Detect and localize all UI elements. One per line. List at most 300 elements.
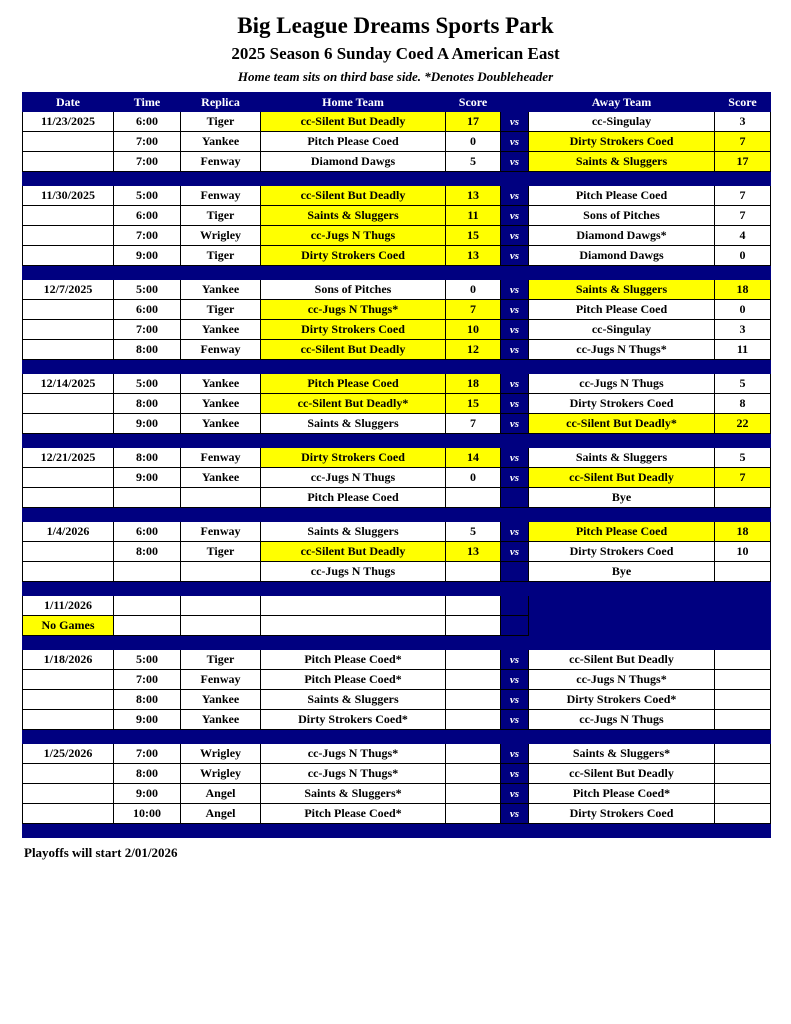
game-row	[23, 246, 771, 266]
date-cell	[23, 152, 114, 172]
home-team-cell: Sons of Pitches	[261, 280, 446, 300]
home-score-cell: 15	[446, 226, 501, 246]
replica-cell: Yankee	[181, 320, 261, 340]
away-score-cell: 5	[715, 448, 771, 468]
time-cell: 6:00	[114, 206, 181, 226]
spacer-cell	[23, 824, 771, 838]
home-score-cell	[446, 596, 501, 616]
game-row	[23, 690, 771, 710]
away-score-cell: 3	[715, 112, 771, 132]
date-cell	[23, 488, 114, 508]
home-score-cell	[446, 804, 501, 824]
date-cell	[23, 320, 114, 340]
away-score-cell: 11	[715, 340, 771, 360]
away-team-cell: Pitch Please Coed	[529, 522, 715, 542]
replica-cell: Angel	[181, 804, 261, 824]
away-team-cell: Bye	[529, 562, 715, 582]
home-team-cell: Dirty Strokers Coed	[261, 246, 446, 266]
date-cell	[23, 710, 114, 730]
away-team-cell: Sons of Pitches	[529, 206, 715, 226]
col-header-home-team-3: Home Team	[261, 93, 446, 112]
replica-cell: Wrigley	[181, 744, 261, 764]
home-score-cell: 0	[446, 468, 501, 488]
away-team-cell: cc-Jugs N Thugs	[529, 710, 715, 730]
home-team-cell: cc-Jugs N Thugs	[261, 226, 446, 246]
away-team-cell: cc-Singulay	[529, 112, 715, 132]
game-row	[23, 374, 771, 394]
game-row	[23, 414, 771, 434]
home-team-cell: Dirty Strokers Coed	[261, 320, 446, 340]
game-row	[23, 152, 771, 172]
date-cell	[23, 542, 114, 562]
spacer-cell	[23, 636, 771, 650]
away-team-cell: Dirty Strokers Coed	[529, 542, 715, 562]
game-row	[23, 784, 771, 804]
away-team-cell	[529, 616, 715, 636]
spacer-cell	[23, 582, 771, 596]
away-team-cell: cc-Silent But Deadly	[529, 764, 715, 784]
vs-cell: vs	[501, 804, 529, 824]
away-team-cell: Pitch Please Coed*	[529, 784, 715, 804]
away-score-cell	[715, 804, 771, 824]
away-team-cell: Bye	[529, 488, 715, 508]
game-row	[23, 650, 771, 670]
date-cell	[23, 468, 114, 488]
time-cell: 10:00	[114, 804, 181, 824]
away-team-cell	[529, 596, 715, 616]
away-score-cell	[715, 562, 771, 582]
date-cell: 12/21/2025	[23, 448, 114, 468]
table-header	[23, 93, 771, 112]
away-score-cell	[715, 710, 771, 730]
date-cell	[23, 226, 114, 246]
away-score-cell: 18	[715, 522, 771, 542]
away-score-cell: 10	[715, 542, 771, 562]
away-team-cell: cc-Silent But Deadly*	[529, 414, 715, 434]
replica-cell: Yankee	[181, 132, 261, 152]
replica-cell	[181, 562, 261, 582]
time-cell	[114, 616, 181, 636]
spacer-row	[23, 730, 771, 744]
away-team-cell: cc-Silent But Deadly	[529, 650, 715, 670]
replica-cell: Tiger	[181, 206, 261, 226]
away-score-cell	[715, 488, 771, 508]
away-score-cell	[715, 690, 771, 710]
home-team-cell: Pitch Please Coed*	[261, 650, 446, 670]
away-score-cell	[715, 784, 771, 804]
home-score-cell	[446, 764, 501, 784]
home-team-cell: cc-Silent But Deadly	[261, 340, 446, 360]
away-team-cell: cc-Singulay	[529, 320, 715, 340]
time-cell: 8:00	[114, 542, 181, 562]
game-row	[23, 340, 771, 360]
away-score-cell: 3	[715, 320, 771, 340]
date-cell	[23, 562, 114, 582]
game-row	[23, 764, 771, 784]
vs-cell: vs	[501, 112, 529, 132]
replica-cell: Fenway	[181, 448, 261, 468]
away-team-cell: cc-Jugs N Thugs*	[529, 340, 715, 360]
home-score-cell: 7	[446, 300, 501, 320]
away-team-cell: Pitch Please Coed	[529, 300, 715, 320]
replica-cell: Yankee	[181, 280, 261, 300]
away-score-cell	[715, 670, 771, 690]
game-row	[23, 112, 771, 132]
replica-cell: Yankee	[181, 690, 261, 710]
date-cell: 1/25/2026	[23, 744, 114, 764]
home-team-cell: Saints & Sluggers	[261, 690, 446, 710]
away-team-cell: Saints & Sluggers	[529, 280, 715, 300]
home-score-cell	[446, 744, 501, 764]
home-team-cell: Saints & Sluggers	[261, 206, 446, 226]
game-row	[23, 542, 771, 562]
game-row	[23, 132, 771, 152]
home-score-cell	[446, 784, 501, 804]
home-score-cell	[446, 670, 501, 690]
time-cell: 7:00	[114, 132, 181, 152]
replica-cell: Fenway	[181, 670, 261, 690]
away-team-cell: Diamond Dawgs*	[529, 226, 715, 246]
replica-cell: Yankee	[181, 710, 261, 730]
away-team-cell: Saints & Sluggers	[529, 152, 715, 172]
time-cell: 6:00	[114, 300, 181, 320]
date-cell	[23, 300, 114, 320]
date-cell	[23, 784, 114, 804]
home-team-cell: Saints & Sluggers*	[261, 784, 446, 804]
replica-cell: Tiger	[181, 542, 261, 562]
vs-cell	[501, 596, 529, 616]
date-cell	[23, 340, 114, 360]
away-score-cell: 8	[715, 394, 771, 414]
vs-cell: vs	[501, 542, 529, 562]
home-team-cell: cc-Jugs N Thugs*	[261, 744, 446, 764]
date-cell	[23, 132, 114, 152]
time-cell: 9:00	[114, 710, 181, 730]
vs-cell: vs	[501, 710, 529, 730]
date-cell: 1/11/2026	[23, 596, 114, 616]
game-row	[23, 206, 771, 226]
date-cell	[23, 690, 114, 710]
away-score-cell	[715, 616, 771, 636]
home-score-cell: 13	[446, 186, 501, 206]
col-header-date-0: Date	[23, 93, 114, 112]
away-score-cell: 5	[715, 374, 771, 394]
vs-cell	[501, 562, 529, 582]
spacer-cell	[23, 360, 771, 374]
home-score-cell: 10	[446, 320, 501, 340]
vs-cell: vs	[501, 522, 529, 542]
game-row	[23, 186, 771, 206]
vs-cell: vs	[501, 280, 529, 300]
time-cell: 9:00	[114, 246, 181, 266]
away-team-cell: Diamond Dawgs	[529, 246, 715, 266]
col-header-away-team-6: Away Team	[529, 93, 715, 112]
time-cell	[114, 596, 181, 616]
spacer-cell	[23, 508, 771, 522]
game-row	[23, 394, 771, 414]
home-team-cell: Dirty Strokers Coed*	[261, 710, 446, 730]
date-cell	[23, 394, 114, 414]
home-score-cell	[446, 650, 501, 670]
replica-cell: Fenway	[181, 340, 261, 360]
info-row	[23, 616, 771, 636]
replica-cell: Yankee	[181, 414, 261, 434]
time-cell: 6:00	[114, 112, 181, 132]
home-score-cell: 15	[446, 394, 501, 414]
replica-cell	[181, 596, 261, 616]
game-row	[23, 226, 771, 246]
home-score-cell	[446, 710, 501, 730]
spacer-cell	[23, 266, 771, 280]
game-row	[23, 468, 771, 488]
playoffs-note: Playoffs will start 2/01/2026	[24, 845, 178, 860]
vs-cell: vs	[501, 206, 529, 226]
home-score-cell	[446, 562, 501, 582]
home-score-cell: 17	[446, 112, 501, 132]
home-score-cell: 5	[446, 522, 501, 542]
replica-cell: Tiger	[181, 112, 261, 132]
date-cell: 11/30/2025	[23, 186, 114, 206]
home-score-cell: 13	[446, 246, 501, 266]
date-cell	[23, 246, 114, 266]
home-team-cell: cc-Jugs N Thugs	[261, 468, 446, 488]
home-team-cell: Diamond Dawgs	[261, 152, 446, 172]
replica-cell: Tiger	[181, 300, 261, 320]
time-cell: 8:00	[114, 690, 181, 710]
away-team-cell: Pitch Please Coed	[529, 186, 715, 206]
game-row	[23, 300, 771, 320]
time-cell: 8:00	[114, 448, 181, 468]
date-cell: No Games	[23, 616, 114, 636]
date-cell	[23, 206, 114, 226]
time-cell: 5:00	[114, 186, 181, 206]
spacer-cell	[23, 434, 771, 448]
replica-cell: Yankee	[181, 394, 261, 414]
time-cell: 8:00	[114, 394, 181, 414]
away-score-cell: 0	[715, 246, 771, 266]
home-team-cell: cc-Jugs N Thugs*	[261, 300, 446, 320]
vs-cell: vs	[501, 744, 529, 764]
page-subtitle: 2025 Season 6 Sunday Coed A American East	[231, 44, 560, 63]
table-body	[23, 112, 771, 838]
home-team-cell: Pitch Please Coed*	[261, 670, 446, 690]
home-score-cell: 5	[446, 152, 501, 172]
vs-cell: vs	[501, 186, 529, 206]
time-cell: 9:00	[114, 784, 181, 804]
time-cell: 5:00	[114, 650, 181, 670]
home-team-cell: Saints & Sluggers	[261, 414, 446, 434]
away-score-cell	[715, 744, 771, 764]
spacer-row	[23, 582, 771, 596]
spacer-row	[23, 360, 771, 374]
game-row	[23, 448, 771, 468]
date-cell: 12/14/2025	[23, 374, 114, 394]
date-cell: 1/18/2026	[23, 650, 114, 670]
away-score-cell	[715, 596, 771, 616]
spacer-cell	[23, 730, 771, 744]
time-cell: 5:00	[114, 374, 181, 394]
page-title: Big League Dreams Sports Park	[237, 13, 554, 38]
away-team-cell: Dirty Strokers Coed*	[529, 690, 715, 710]
vs-cell: vs	[501, 650, 529, 670]
replica-cell: Angel	[181, 784, 261, 804]
away-team-cell: Saints & Sluggers*	[529, 744, 715, 764]
home-score-cell: 18	[446, 374, 501, 394]
time-cell: 7:00	[114, 670, 181, 690]
game-row	[23, 280, 771, 300]
replica-cell: Tiger	[181, 246, 261, 266]
away-team-cell: cc-Jugs N Thugs*	[529, 670, 715, 690]
away-score-cell: 7	[715, 186, 771, 206]
home-team-cell: Pitch Please Coed	[261, 488, 446, 508]
away-team-cell: Dirty Strokers Coed	[529, 132, 715, 152]
home-score-cell	[446, 690, 501, 710]
away-team-cell: Dirty Strokers Coed	[529, 804, 715, 824]
time-cell: 8:00	[114, 764, 181, 784]
home-team-cell: cc-Silent But Deadly	[261, 186, 446, 206]
time-cell: 9:00	[114, 468, 181, 488]
time-cell: 6:00	[114, 522, 181, 542]
home-team-cell: Pitch Please Coed	[261, 374, 446, 394]
home-team-note: Home team sits on third base side. *Denotes Doubleheader	[237, 69, 554, 84]
schedule-table	[22, 92, 771, 838]
spacer-cell	[23, 172, 771, 186]
away-score-cell: 17	[715, 152, 771, 172]
replica-cell	[181, 488, 261, 508]
replica-cell	[181, 616, 261, 636]
home-score-cell: 7	[446, 414, 501, 434]
away-team-cell: Saints & Sluggers	[529, 448, 715, 468]
vs-cell: vs	[501, 784, 529, 804]
spacer-row	[23, 172, 771, 186]
home-team-cell: Pitch Please Coed*	[261, 804, 446, 824]
col-header-replica-2: Replica	[181, 93, 261, 112]
vs-cell: vs	[501, 764, 529, 784]
date-cell: 12/7/2025	[23, 280, 114, 300]
vs-cell: vs	[501, 226, 529, 246]
header-row	[23, 93, 771, 112]
game-row	[23, 670, 771, 690]
home-score-cell: 11	[446, 206, 501, 226]
time-cell: 7:00	[114, 226, 181, 246]
home-team-cell: cc-Silent But Deadly	[261, 112, 446, 132]
home-team-cell: Saints & Sluggers	[261, 522, 446, 542]
time-cell: 9:00	[114, 414, 181, 434]
vs-cell: vs	[501, 246, 529, 266]
col-header-vs-5	[501, 93, 529, 112]
away-team-cell: cc-Jugs N Thugs	[529, 374, 715, 394]
spacer-row	[23, 824, 771, 838]
date-cell: 11/23/2025	[23, 112, 114, 132]
time-cell: 7:00	[114, 152, 181, 172]
replica-cell: Yankee	[181, 374, 261, 394]
away-score-cell: 0	[715, 300, 771, 320]
away-score-cell: 7	[715, 132, 771, 152]
away-team-cell: Dirty Strokers Coed	[529, 394, 715, 414]
away-score-cell	[715, 764, 771, 784]
game-row	[23, 744, 771, 764]
replica-cell: Fenway	[181, 522, 261, 542]
away-score-cell: 4	[715, 226, 771, 246]
time-cell: 8:00	[114, 340, 181, 360]
replica-cell: Tiger	[181, 650, 261, 670]
home-team-cell: Dirty Strokers Coed	[261, 448, 446, 468]
home-score-cell: 14	[446, 448, 501, 468]
vs-cell: vs	[501, 690, 529, 710]
home-team-cell: cc-Silent But Deadly*	[261, 394, 446, 414]
home-team-cell: cc-Jugs N Thugs*	[261, 764, 446, 784]
away-score-cell: 18	[715, 280, 771, 300]
date-cell	[23, 670, 114, 690]
spacer-row	[23, 434, 771, 448]
home-score-cell: 13	[446, 542, 501, 562]
home-team-cell: Pitch Please Coed	[261, 132, 446, 152]
vs-cell: vs	[501, 300, 529, 320]
vs-cell: vs	[501, 340, 529, 360]
replica-cell: Wrigley	[181, 764, 261, 784]
time-cell	[114, 488, 181, 508]
col-header-time-1: Time	[114, 93, 181, 112]
info-row	[23, 596, 771, 616]
away-team-cell: cc-Silent But Deadly	[529, 468, 715, 488]
vs-cell	[501, 488, 529, 508]
date-cell	[23, 804, 114, 824]
home-score-cell	[446, 616, 501, 636]
bye-row	[23, 562, 771, 582]
away-score-cell: 7	[715, 206, 771, 226]
away-score-cell: 7	[715, 468, 771, 488]
bye-row	[23, 488, 771, 508]
home-score-cell: 0	[446, 280, 501, 300]
vs-cell: vs	[501, 468, 529, 488]
replica-cell: Yankee	[181, 468, 261, 488]
time-cell	[114, 562, 181, 582]
home-team-cell	[261, 616, 446, 636]
time-cell: 7:00	[114, 320, 181, 340]
spacer-row	[23, 266, 771, 280]
replica-cell: Fenway	[181, 152, 261, 172]
vs-cell: vs	[501, 448, 529, 468]
time-cell: 7:00	[114, 744, 181, 764]
vs-cell: vs	[501, 374, 529, 394]
spacer-row	[23, 636, 771, 650]
home-score-cell: 0	[446, 132, 501, 152]
home-team-cell: cc-Jugs N Thugs	[261, 562, 446, 582]
col-header-score-4: Score	[446, 93, 501, 112]
away-score-cell: 22	[715, 414, 771, 434]
home-score-cell	[446, 488, 501, 508]
vs-cell: vs	[501, 394, 529, 414]
game-row	[23, 320, 771, 340]
date-cell: 1/4/2026	[23, 522, 114, 542]
game-row	[23, 710, 771, 730]
game-row	[23, 522, 771, 542]
home-team-cell: cc-Silent But Deadly	[261, 542, 446, 562]
date-cell	[23, 414, 114, 434]
vs-cell	[501, 616, 529, 636]
game-row	[23, 804, 771, 824]
col-header-score-7: Score	[715, 93, 771, 112]
home-score-cell: 12	[446, 340, 501, 360]
vs-cell: vs	[501, 132, 529, 152]
vs-cell: vs	[501, 152, 529, 172]
replica-cell: Wrigley	[181, 226, 261, 246]
date-cell	[23, 764, 114, 784]
vs-cell: vs	[501, 670, 529, 690]
replica-cell: Fenway	[181, 186, 261, 206]
away-score-cell	[715, 650, 771, 670]
home-team-cell	[261, 596, 446, 616]
